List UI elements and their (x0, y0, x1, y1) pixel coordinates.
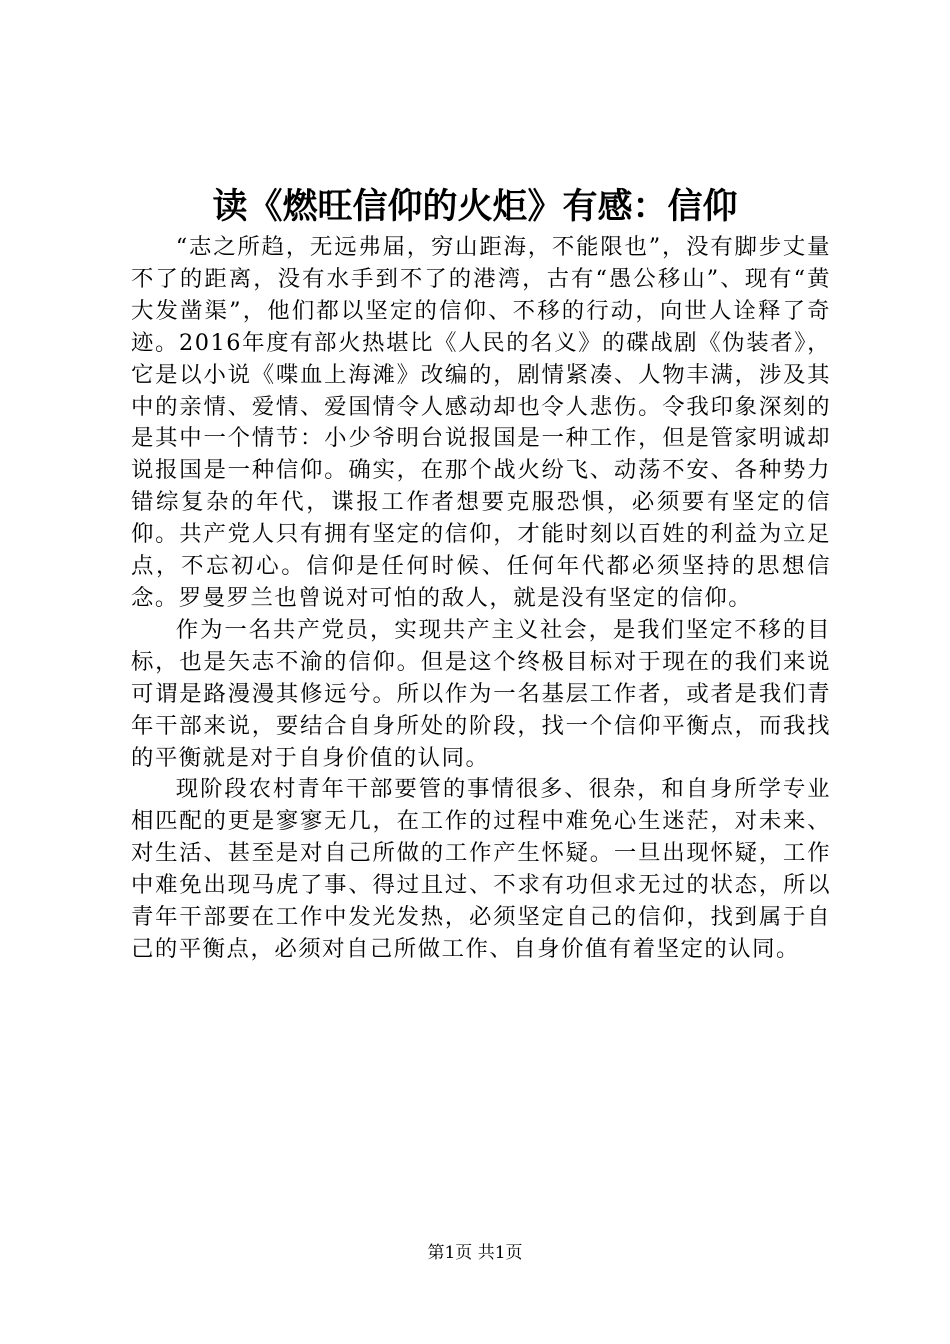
page-title: 读《燃旺信仰的火炬》有感：信仰 (212, 186, 738, 227)
paragraph-2: 作为一名共产党员，实现共产主义社会，是我们坚定不移的目标，也是矢志不渝的信仰。但是这个终极目标对于现在的我们来说可谓是路漫漫其修远兮。所以作为一名基层工作者，或者是我们青年干部来说，要结合自身所处的阶段，找一个信仰平衡点，而我找的平衡就是对于自身价值的认同。 (131, 616, 831, 771)
document-body (131, 232, 831, 966)
paragraph-3: 现阶段农村青年干部要管的事情很多、很杂，和自身所学专业相匹配的更是寥寥无几，在工作的过程中难免心生迷茫，对未来、对生活、甚至是对自己所做的工作产生怀疑。一旦出现怀疑，工作中难免出现马虎了事、得过且过、不求有功但求无过的状态，所以青年干部要在工作中发光发热，必须坚定自己的信仰，找到属于自己的平衡点，必须对自己所做工作、自身价值有着坚定的认同。 (131, 776, 831, 962)
page-footer: 第1页 共1页 (427, 1243, 523, 1263)
paragraph-1: “志之所趋，无远弗届，穷山距海，不能限也”，没有脚步丈量不了的距离，没有水手到不了的港湾，古有“愚公移山”、现有“黄大发凿渠”，他们都以坚定的信仰、不移的行动，向世人诠释了奇迹。2016年度有部火热堪比《人民的名义》的碟战剧《伪装者》，它是以小说《喋血上海滩》改编的，剧情紧凑、人物丰满，涉及其中的亲情、爱情、爱国情令人感动却也令人悲伤。令我印象深刻的是其中一个情节：小少爷明台说报国是一种工作，但是管家明诚却说报国是一种信仰。确实，在那个战火纷飞、动荡不安、各种势力错综复杂的年代，谍报工作者想要克服恐惧，必须要有坚定的信仰。共产党人只有拥有坚定的信仰，才能时刻以百姓的利益为立足点，不忘初心。信仰是任何时候、任何年代都必须坚持的思想信念。罗曼罗兰也曾说对可怕的敌人，就是没有坚定的信仰。 (131, 234, 831, 611)
